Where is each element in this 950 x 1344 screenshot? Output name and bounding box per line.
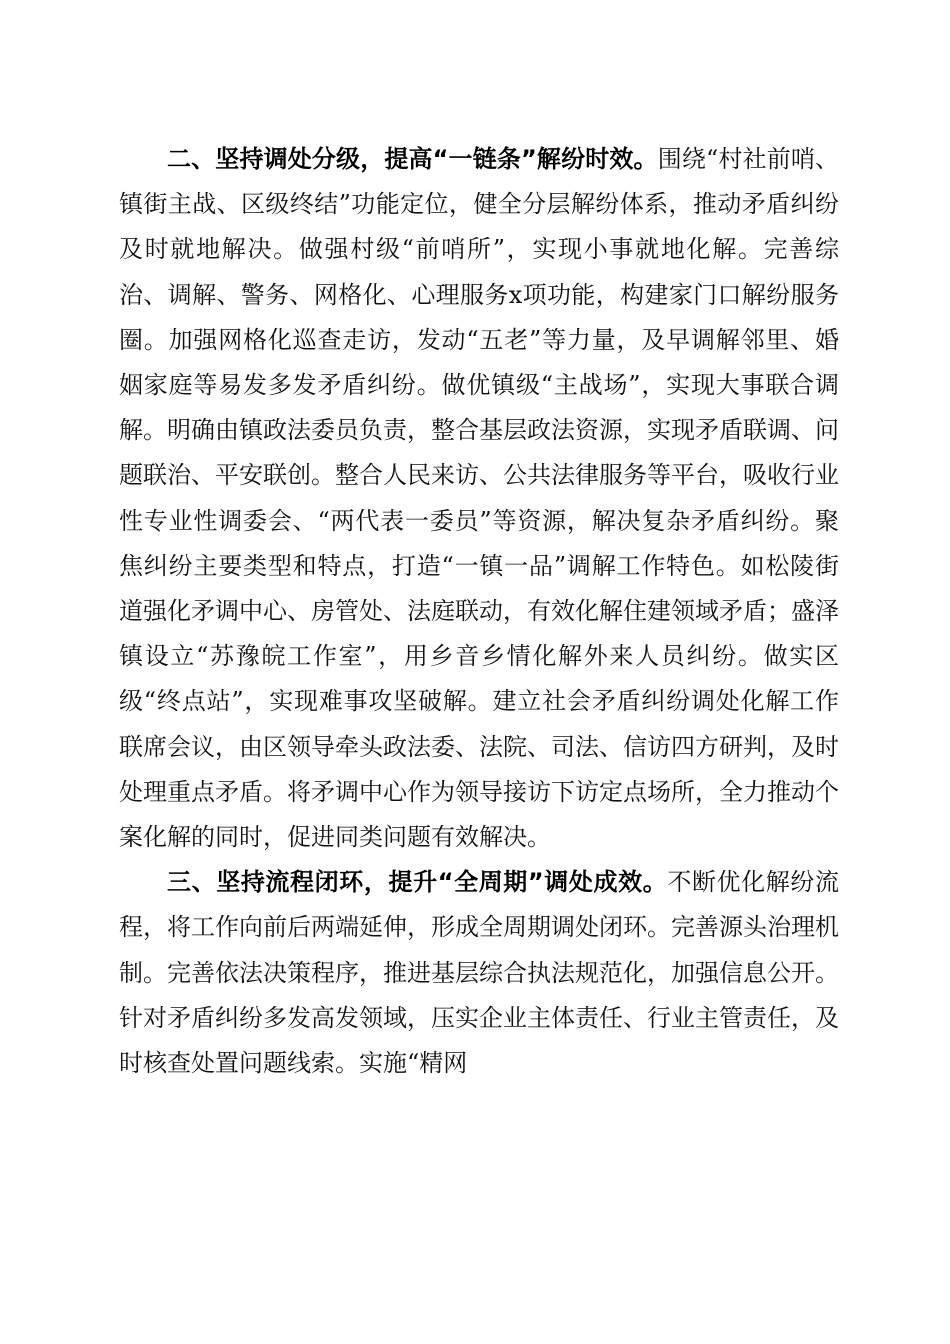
section-three-heading: 三、坚持流程闭环，提升“全周期”调处成效。 — [167, 868, 668, 897]
section-two-heading: 二、坚持调处分级，提高“一链条”解纷时效。 — [167, 145, 658, 173]
paragraph-section-three — [119, 860, 839, 1086]
paragraph-section-two — [119, 137, 839, 860]
document-body — [119, 137, 839, 1086]
section-three-body: 不断优化解纷流程，将工作向前后两端延伸，形成全周期调处闭环。完善源头治理机制。完善依法决策程序，推进基层综合执法规范化，加强信息公开。针对矛盾纠纷多发高发领域，压实企业主体责任、行业主管责任，及时核查处置问题线索。实施“精网 — [119, 868, 839, 1078]
section-two-body: 围绕“村社前哨、镇街主战、区级终结”功能定位，健全分层解纷体系，推动矛盾纠纷及时就地解决。做强村级“前哨所”，实现小事就地化解。完善综治、调解、警务、网格化、心理服务x项功能，构建家门口解纷服务圈。加强网格化巡查走访，发动“五老”等力量，及早调解邻里、婚姻家庭等易发多发矛盾纠纷。做优镇级“主战场”，实现大事联合调解。明确由镇政法委员负责，整合基层政法资源，实现矛盾联调、问题联治、平安联创。整合人民来访、公共法律服务等平台，吸收行业性专业性调委会、“两代表一委员”等资源，解决复杂矛盾纠纷。聚焦纠纷主要类型和特点，打造“一镇一品”调解工作特色。如松陵街道强化矛调中心、房管处、法庭联动，有效化解住建领域矛盾；盛泽镇设立“苏豫皖工作室”，用乡音乡情化解外来人员纠纷。做实区级“终点站”，实现难事攻坚破解。建立社会矛盾纠纷调处化解工作联席会议，由区领导牵头政法委、法院、司法、信访四方研判，及时处理重点矛盾。将矛调中心作为领导接访下访定点场所，全力推动个案化解的同时，促进同类问题有效解决。 — [119, 145, 839, 852]
